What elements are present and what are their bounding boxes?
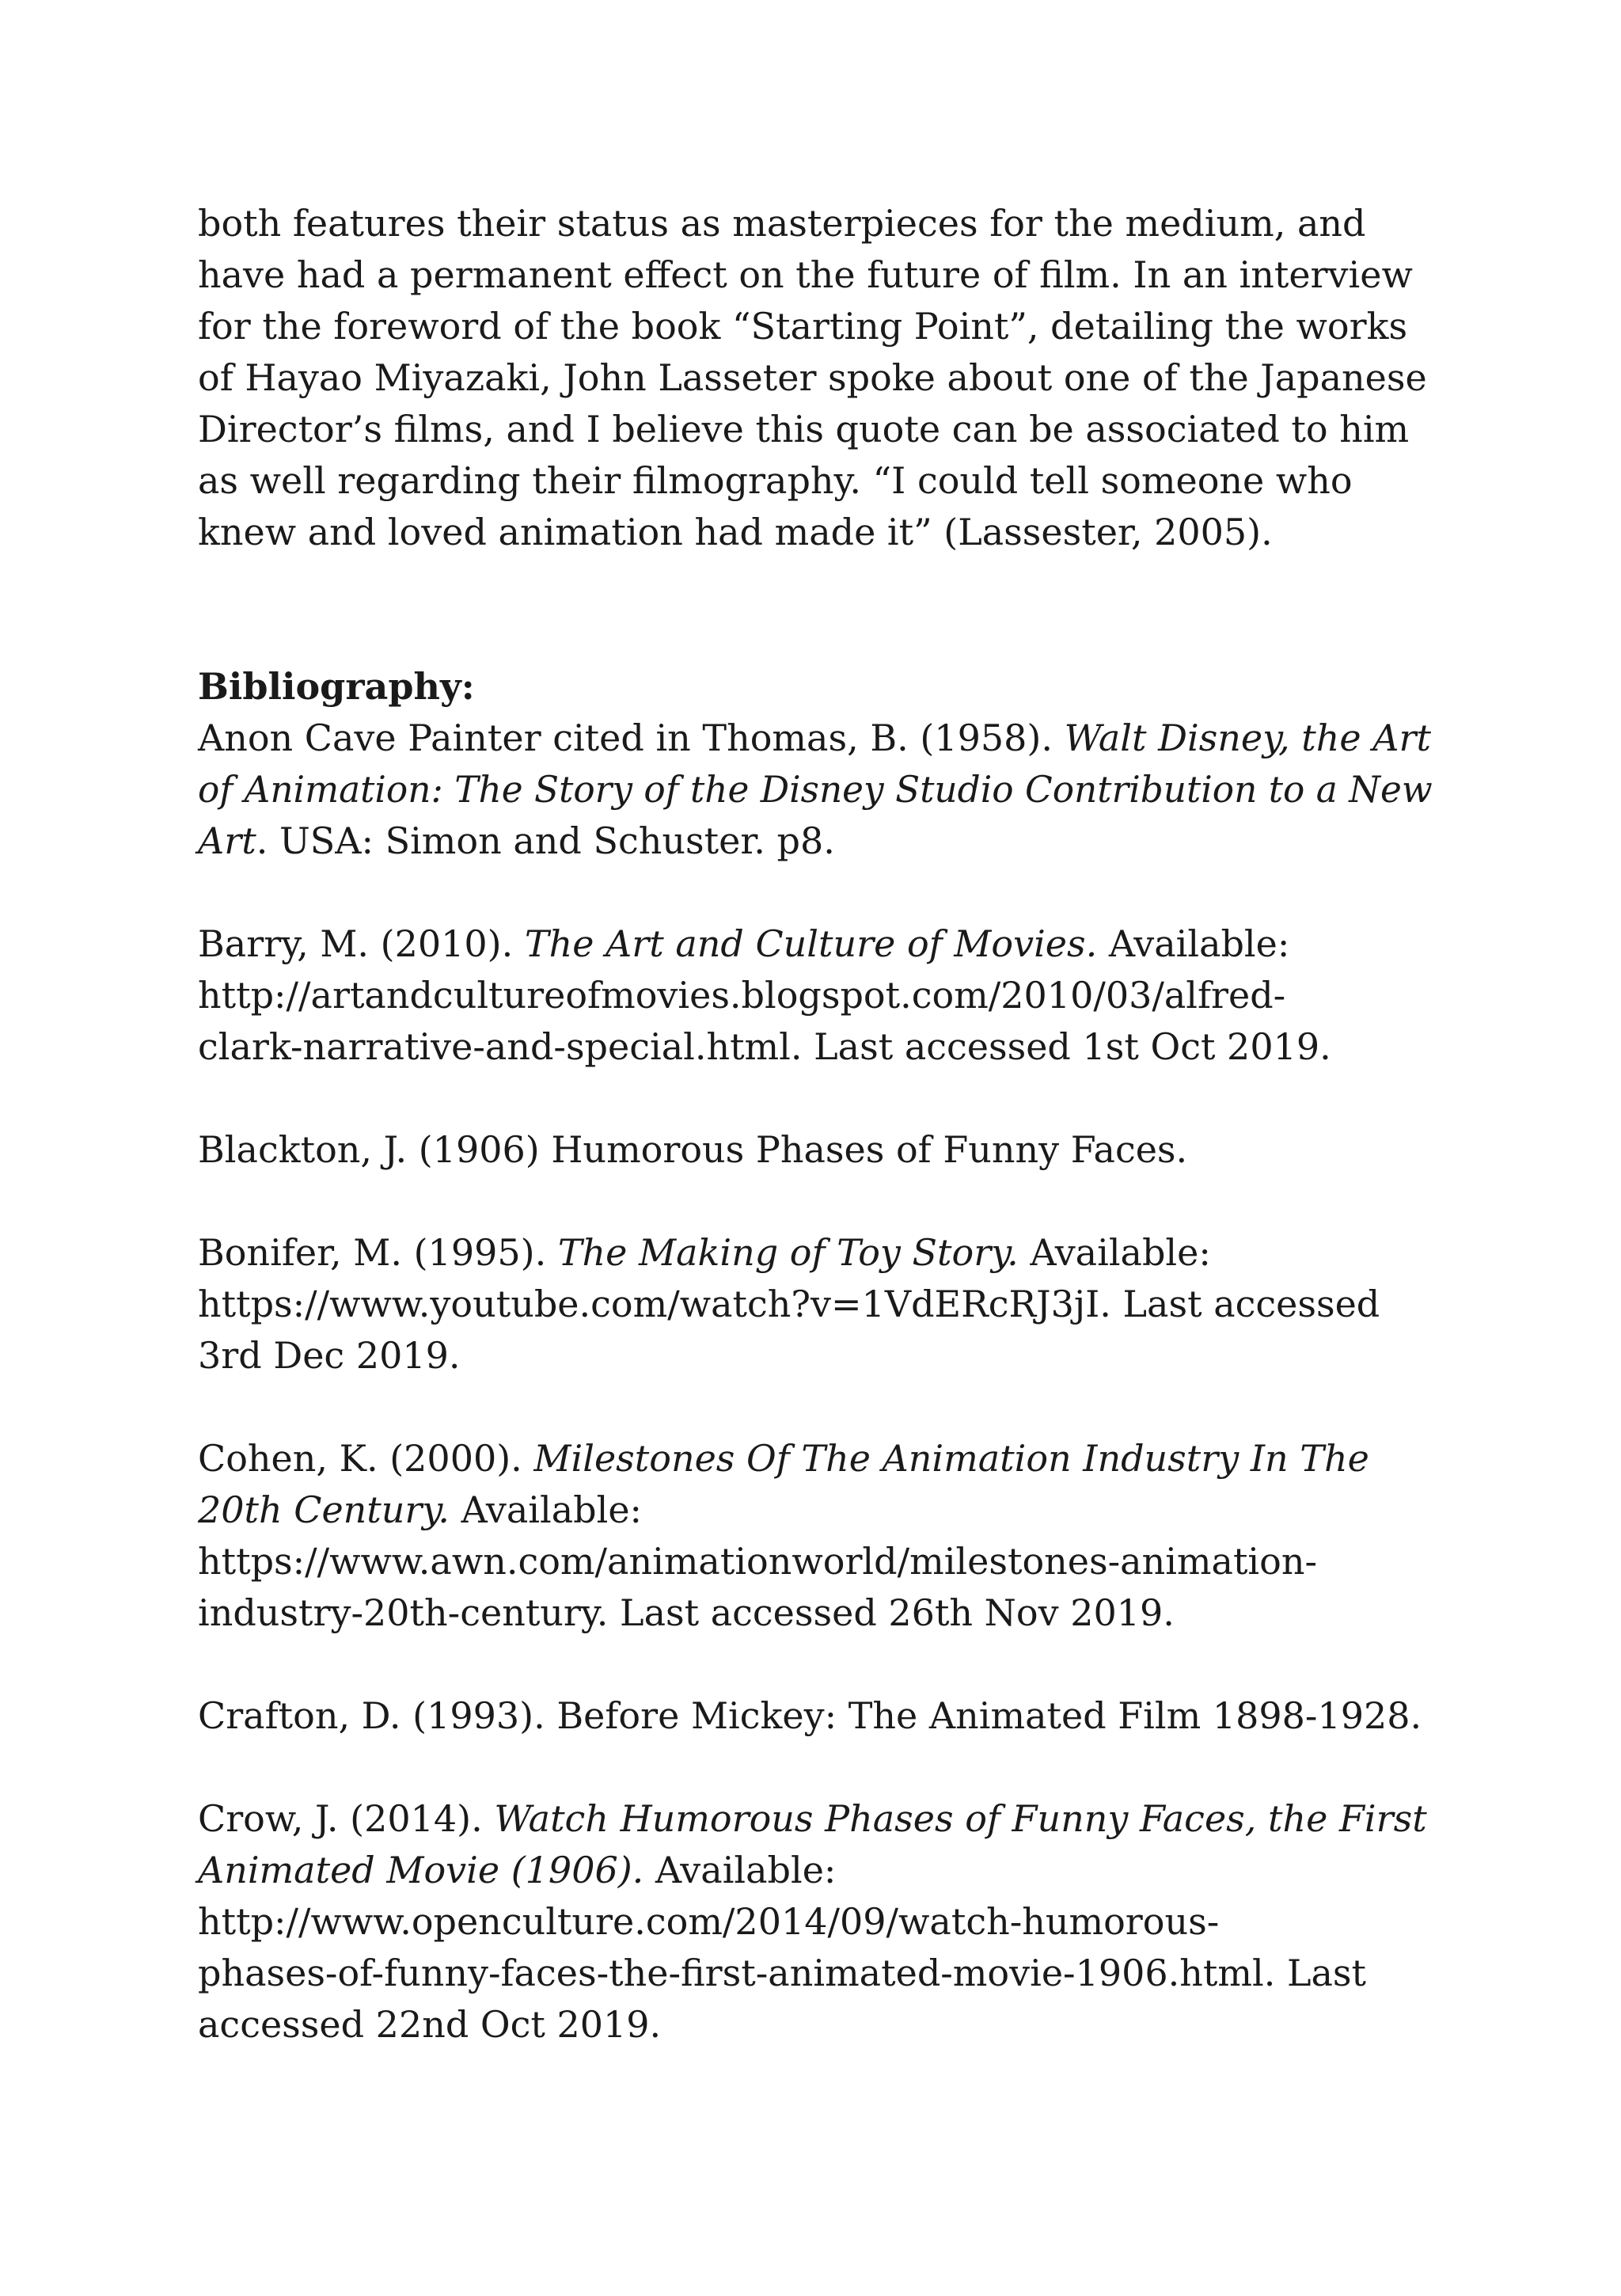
entry-line: [198, 1484, 1433, 1536]
paragraph-line: Director’s films, and I believe this quote can be associated to him: [198, 408, 1410, 450]
entry-spacer: [198, 1639, 1433, 1690]
entry-url: https://www.youtube.com/watch?v=1VdERcRJ3jI. Last accessed: [198, 1283, 1380, 1325]
entry-spacer: [198, 1742, 1433, 1793]
entry-url: http://artandcultureofmovies.blogspot.com/2010/03/alfred-: [198, 974, 1286, 1017]
entry-title: Art: [198, 819, 256, 862]
entry-title: Milestones Of The Animation Industry In The: [533, 1437, 1369, 1480]
paragraph-line: have had a permanent effect on the future of film. In an interview: [198, 253, 1413, 296]
entry-url: phases-of-funny-faces-the-first-animated-movie-1906.html. Last: [198, 1952, 1367, 1994]
entry-text: Barry, M. (2010).: [198, 922, 525, 965]
entry-text: Available:: [1018, 1231, 1211, 1274]
entry-text: Bonifer, M. (1995).: [198, 1231, 558, 1274]
entry-url: clark-narrative-and-special.html. Last accessed 1st Oct 2019.: [198, 1025, 1331, 1068]
entry-title: The Art and Culture of Movies.: [524, 922, 1098, 965]
paragraph-line: as well regarding their filmography. “I could tell someone who: [198, 459, 1353, 502]
entry-line: [198, 815, 1433, 867]
entry-url: https://www.awn.com/animationworld/milestones-animation-: [198, 1540, 1318, 1583]
entry-text: Available:: [1097, 922, 1290, 965]
entry-title: 20th Century.: [198, 1488, 450, 1531]
entry-text: Crafton, D. (1993). Before Mickey: The Animated Film 1898-1928.: [198, 1694, 1422, 1737]
document-page: [198, 198, 1433, 2051]
entry-title: Walt Disney, the Art: [1064, 717, 1431, 759]
bibliography-heading: Bibliography:: [198, 665, 475, 708]
paragraph-line: of Hayao Miyazaki, John Lasseter spoke about one of the Japanese: [198, 356, 1427, 399]
entry-text: Available:: [449, 1488, 643, 1531]
entry-title: Watch Humorous Phases of Funny Faces, the First: [494, 1797, 1427, 1840]
entry-text: Crow, J. (2014).: [198, 1797, 495, 1840]
entry-spacer: [198, 1073, 1433, 1124]
entry-title: Animated Movie (1906).: [198, 1849, 644, 1891]
bibliography-entry: [198, 1124, 1433, 1176]
entry-line: [198, 1845, 1433, 1896]
entry-line: [198, 1433, 1433, 1484]
entry-text: Available:: [643, 1849, 837, 1891]
section-spacer: [198, 558, 1433, 661]
intro-paragraph: [198, 198, 1433, 558]
entry-url: industry-20th-century. Last accessed 26th Nov 2019.: [198, 1591, 1175, 1634]
entry-text: Blackton, J. (1906) Humorous Phases of Funny Faces.: [198, 1128, 1188, 1171]
bibliography-entry: [198, 1793, 1433, 2051]
entry-url: http://www.openculture.com/2014/09/watch-humorous-: [198, 1900, 1220, 1943]
entry-text: accessed 22nd Oct 2019.: [198, 2003, 662, 2046]
paragraph-line: knew and loved animation had made it” (Lassester, 2005).: [198, 511, 1273, 553]
entry-text: Cohen, K. (2000).: [198, 1437, 534, 1480]
bibliography-entry: [198, 713, 1433, 867]
bibliography-entry: [198, 1227, 1433, 1382]
entry-spacer: [198, 1176, 1433, 1227]
entry-text: . USA: Simon and Schuster. p8.: [256, 819, 835, 862]
bibliography-entry: [198, 1433, 1433, 1639]
entry-title: of Animation: The Story of the Disney Studio Contribution to a New: [198, 768, 1433, 811]
paragraph-line: for the foreword of the book “Starting Point”, detailing the works: [198, 305, 1408, 348]
entry-line: [198, 713, 1433, 764]
entry-spacer: [198, 867, 1433, 918]
entry-title: The Making of Toy Story.: [557, 1231, 1019, 1274]
entry-text: 3rd Dec 2019.: [198, 1334, 461, 1377]
entry-line: [198, 1227, 1433, 1279]
entry-text: Anon Cave Painter cited in Thomas, B. (1958).: [198, 717, 1065, 759]
entry-spacer: [198, 1382, 1433, 1433]
entry-line: [198, 918, 1433, 970]
bibliography-entry: [198, 918, 1433, 1073]
bibliography-entry: [198, 1690, 1433, 1742]
entry-line: [198, 1793, 1433, 1845]
paragraph-line: both features their status as masterpieces for the medium, and: [198, 202, 1366, 245]
